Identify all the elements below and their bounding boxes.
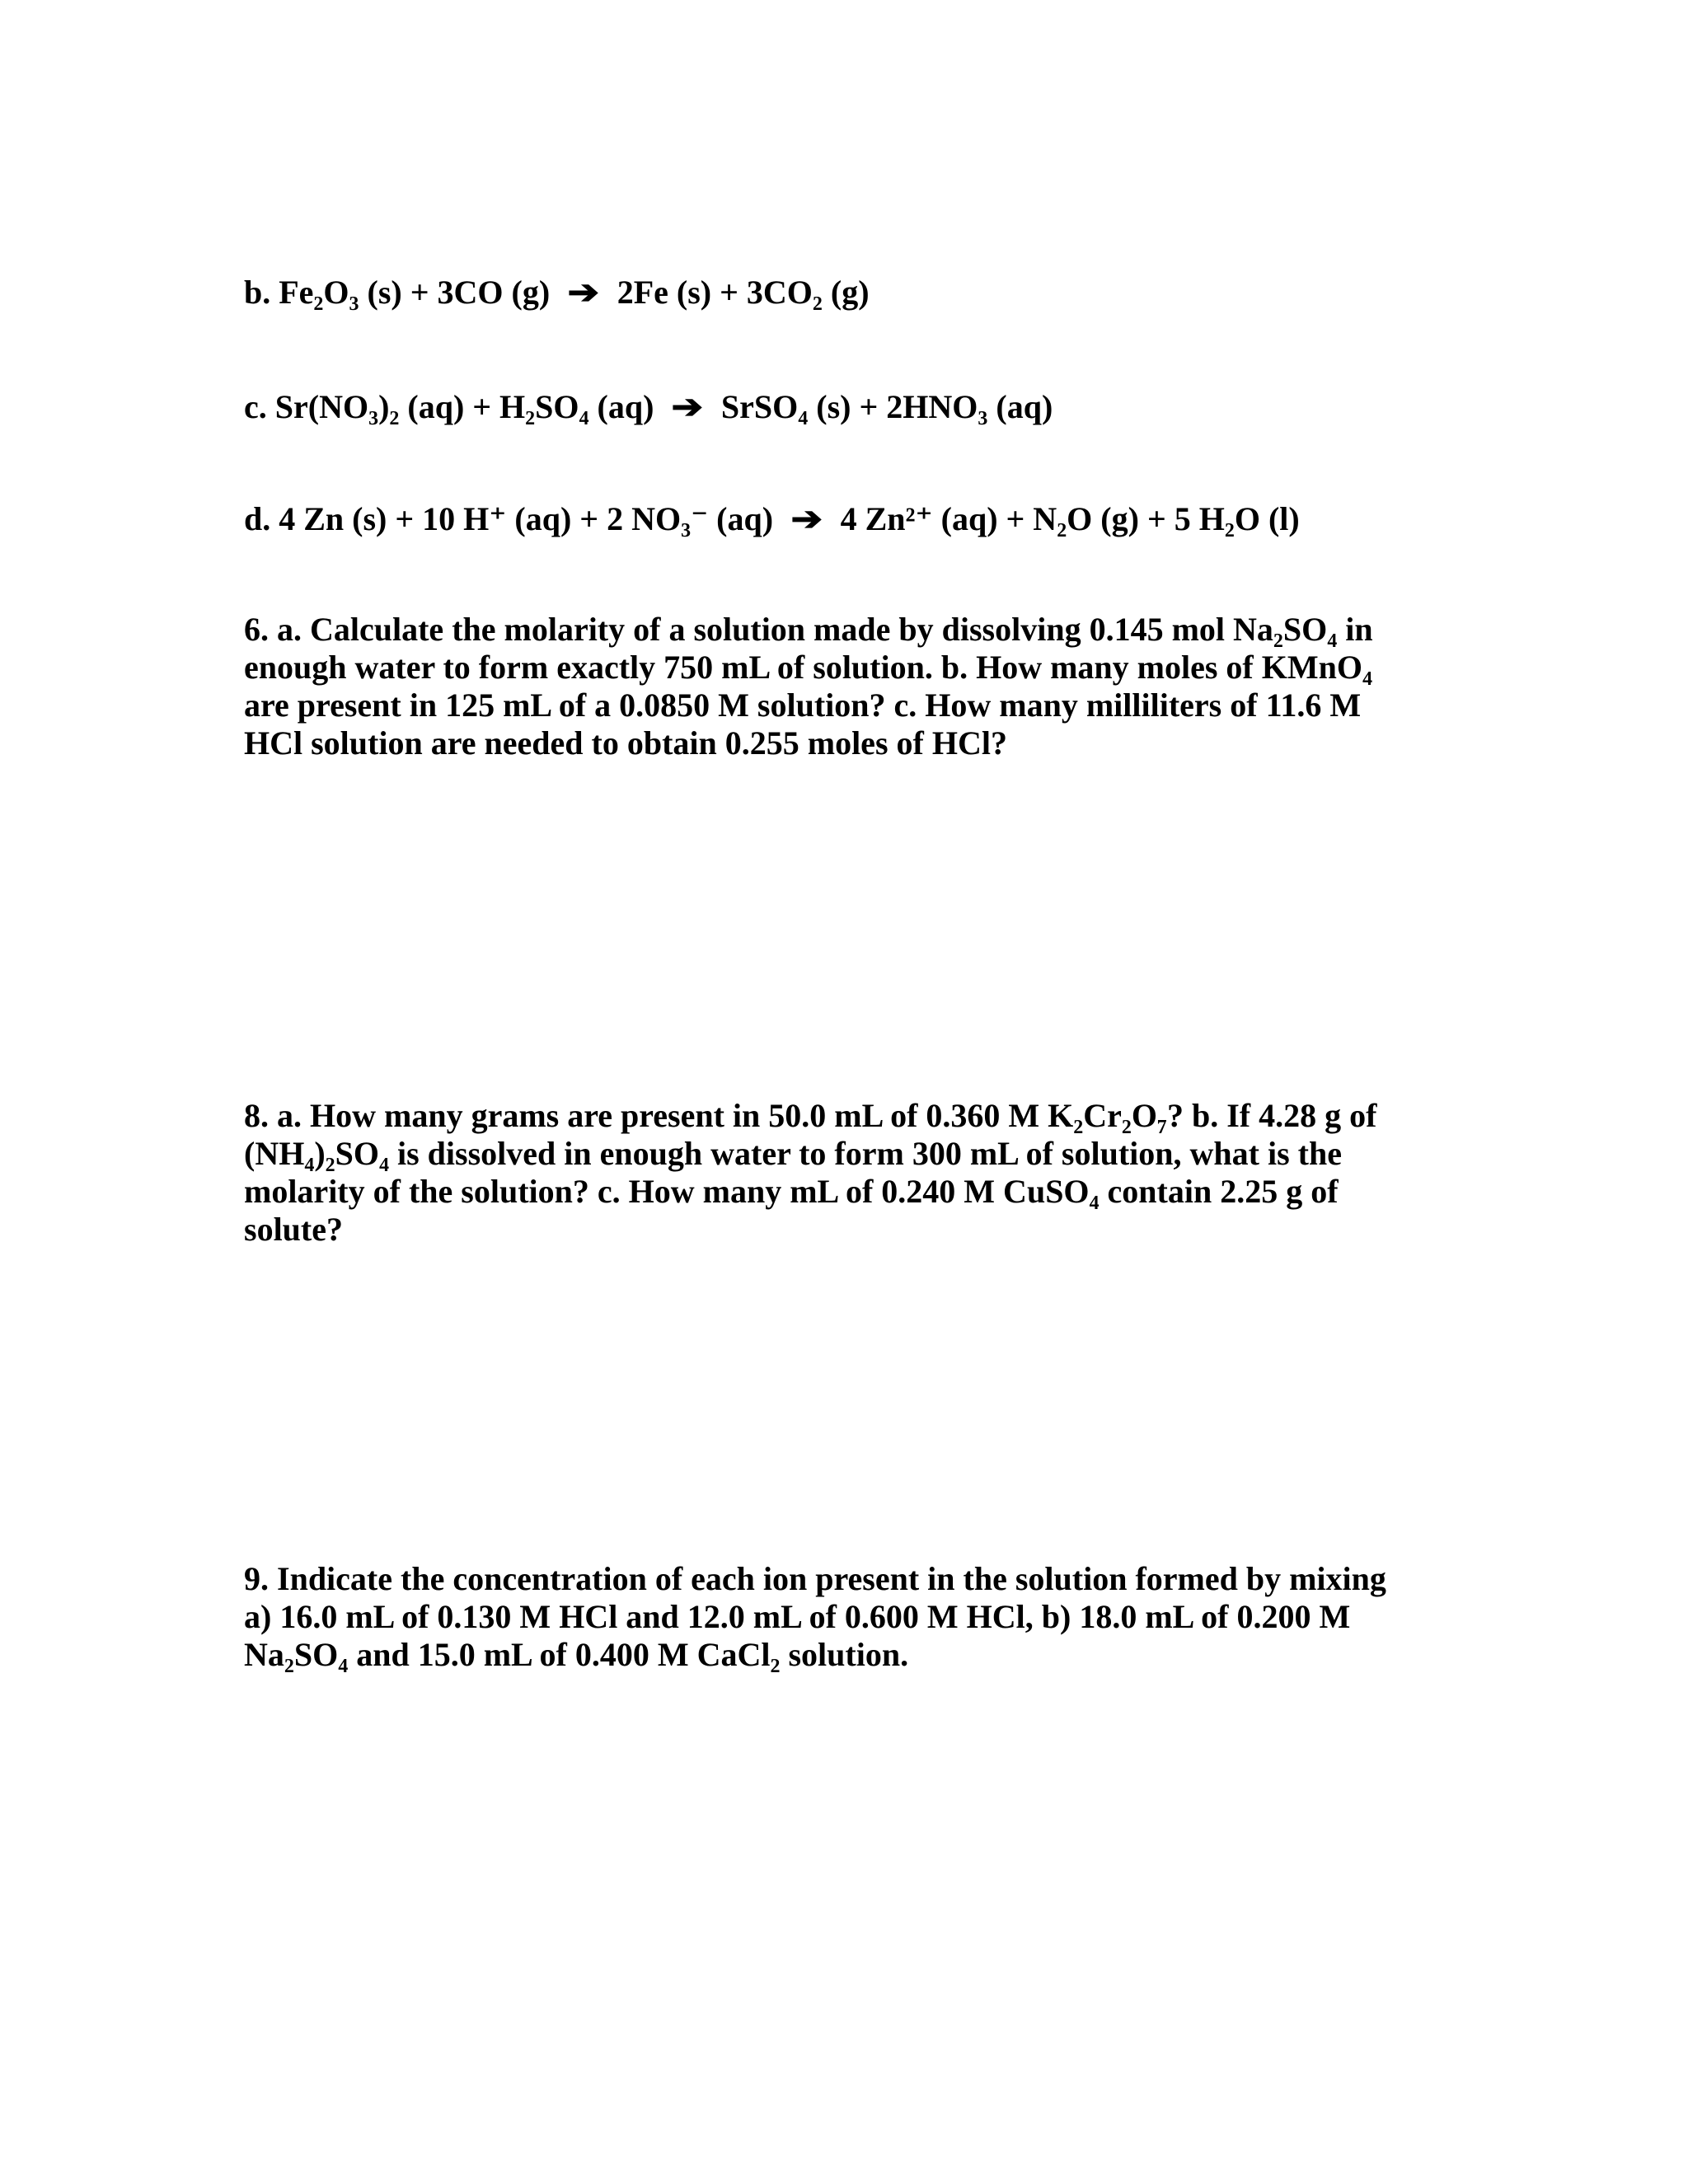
reaction-arrow-icon: ➔ xyxy=(790,500,823,537)
equation-c xyxy=(244,387,1053,427)
question-6-line: HCl solution are needed to obtain 0.255 moles of HCl? xyxy=(244,724,1007,762)
question-8-line: 8. a. How many grams are present in 50.0 mL of 0.360 M K₂Cr₂O₇? b. If 4.28 g of xyxy=(244,1097,1377,1134)
question-8 xyxy=(244,1097,1376,1249)
question-6 xyxy=(244,611,1373,762)
equation-c-rhs: SrSO₄ (s) + 2HNO₃ (aq) xyxy=(712,388,1053,425)
reaction-arrow-icon: ➔ xyxy=(567,274,600,311)
question-6-line: enough water to form exactly 750 mL of solution. b. How many moles of KMnO₄ xyxy=(244,649,1372,686)
equation-b xyxy=(244,273,870,312)
reaction-arrow-icon: ➔ xyxy=(671,388,704,425)
question-8-line: molarity of the solution? c. How many mL of 0.240 M CuSO₄ contain 2.25 g of xyxy=(244,1173,1339,1210)
question-8-line: solute? xyxy=(244,1211,343,1248)
question-6-line: 6. a. Calculate the molarity of a solution made by dissolving 0.145 mol Na₂SO₄ in xyxy=(244,611,1373,648)
equation-c-lhs: c. Sr(NO₃)₂ (aq) + H₂SO₄ (aq) xyxy=(244,388,663,425)
question-9-line: a) 16.0 mL of 0.130 M HCl and 12.0 mL of 0.600 M HCl, b) 18.0 mL of 0.200 M xyxy=(244,1598,1351,1635)
question-6-line: are present in 125 mL of a 0.0850 M solution? c. How many milliliters of 11.6 M xyxy=(244,687,1362,724)
question-8-line: (NH₄)₂SO₄ is dissolved in enough water to form 300 mL of solution, what is the xyxy=(244,1135,1342,1172)
equation-b-lhs: b. Fe₂O₃ (s) + 3CO (g) xyxy=(244,274,559,311)
question-9-line: Na₂SO₄ and 15.0 mL of 0.400 M CaCl₂ solution. xyxy=(244,1636,909,1673)
question-9 xyxy=(244,1560,1386,1674)
question-9-line: 9. Indicate the concentration of each ion present in the solution formed by mixing xyxy=(244,1560,1386,1597)
equation-d-rhs: 4 Zn²⁺ (aq) + N₂O (g) + 5 H₂O (l) xyxy=(832,500,1300,537)
equation-d xyxy=(244,499,1300,539)
equation-b-rhs: 2Fe (s) + 3CO₂ (g) xyxy=(608,274,870,311)
equation-d-lhs: d. 4 Zn (s) + 10 H⁺ (aq) + 2 NO₃⁻ (aq) xyxy=(244,500,782,537)
